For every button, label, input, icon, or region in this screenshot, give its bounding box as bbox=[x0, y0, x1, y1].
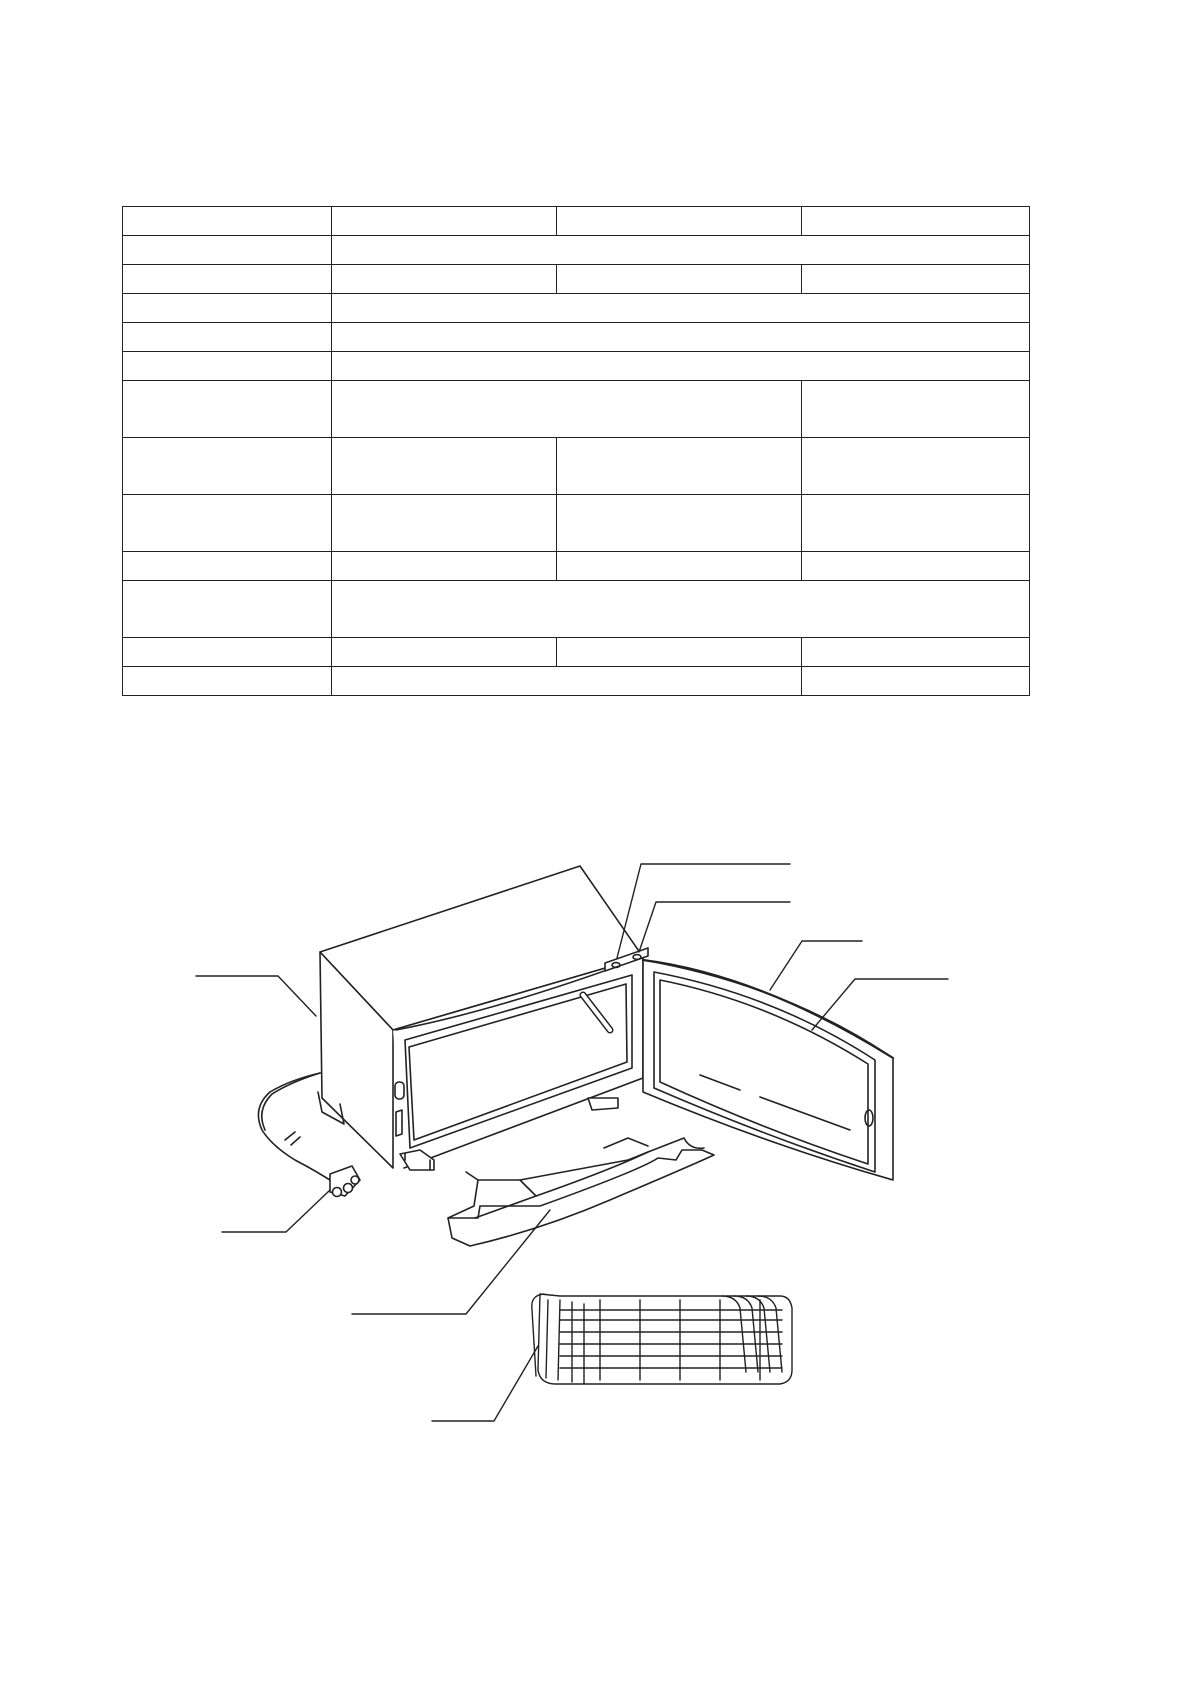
leader-door-latch bbox=[617, 864, 790, 958]
oven-body bbox=[318, 866, 643, 1170]
leader-door bbox=[770, 941, 862, 990]
leader-wire-rack bbox=[432, 1346, 538, 1421]
leader-door-switch bbox=[639, 902, 790, 952]
leader-oven-body bbox=[196, 976, 316, 1016]
leader-power-plug bbox=[222, 1190, 330, 1232]
wire-rack bbox=[532, 1294, 792, 1384]
drip-tray bbox=[448, 1138, 714, 1246]
door bbox=[643, 960, 893, 1180]
